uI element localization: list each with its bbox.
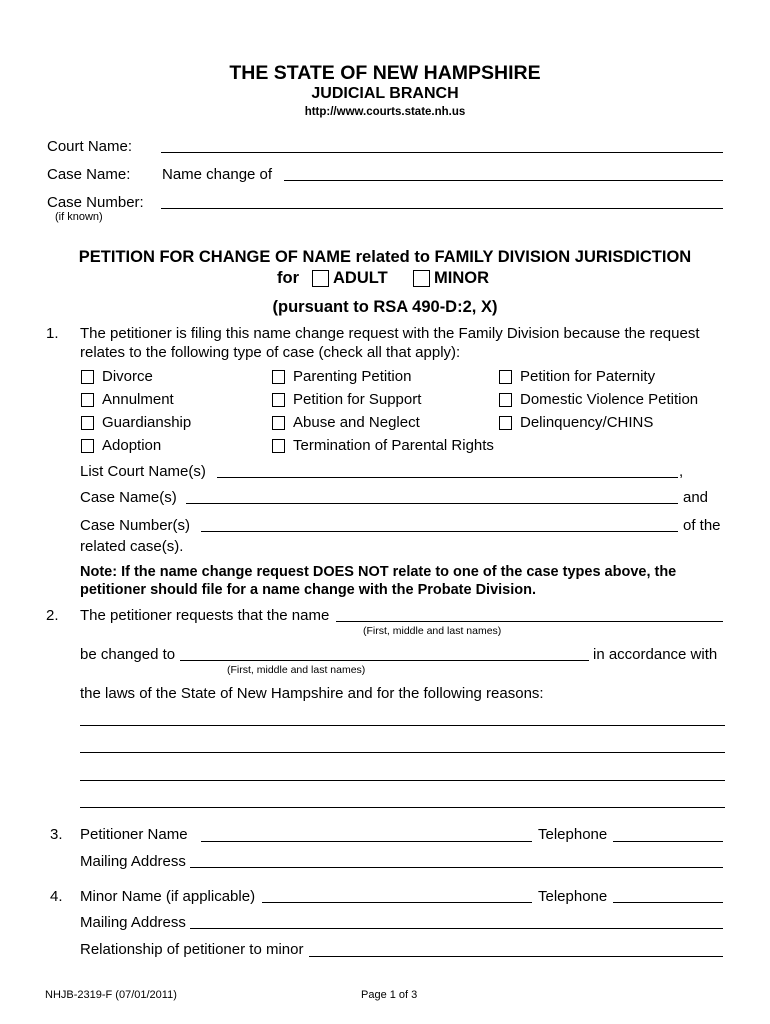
- guardianship-checkbox[interactable]: [81, 416, 94, 430]
- statute-reference: (pursuant to RSA 490-D:2, X): [272, 298, 498, 316]
- current-name-hint: (First, middle and last names): [363, 625, 502, 637]
- minor-label: MINOR: [434, 269, 489, 287]
- court-names-label: List Court Name(s): [80, 463, 206, 480]
- paternity-checkbox[interactable]: [499, 370, 512, 384]
- minor-mailing-label: Mailing Address: [80, 914, 186, 931]
- case-name-field[interactable]: [284, 180, 723, 181]
- termination-rights-label: Termination of Parental Rights: [293, 437, 494, 454]
- adult-label: ADULT: [333, 269, 388, 287]
- note-line-1: Note: If the name change request DOES NOT relate to one of the case types above, the: [80, 564, 677, 580]
- relationship-field[interactable]: [309, 956, 723, 957]
- reasons-line-2[interactable]: [80, 752, 725, 753]
- requests-text: The petitioner requests that the name: [80, 607, 330, 624]
- minor-name-field[interactable]: [262, 902, 532, 903]
- abuse-neglect-checkbox[interactable]: [272, 416, 285, 430]
- petitioner-mailing-field[interactable]: [190, 867, 723, 868]
- section-1-text-1: The petitioner is filing this name change request with the Family Division because the request: [80, 325, 700, 342]
- case-numbers-field[interactable]: [201, 531, 678, 532]
- annulment-label: Annulment: [102, 391, 174, 408]
- case-number-label: Case Number:: [47, 194, 144, 211]
- state-title: THE STATE OF NEW HAMPSHIRE: [229, 62, 541, 84]
- relationship-label: Relationship of petitioner to minor: [80, 941, 304, 958]
- termination-rights-checkbox[interactable]: [272, 439, 285, 453]
- abuse-neglect-label: Abuse and Neglect: [293, 414, 420, 431]
- section-3-number: 3.: [50, 826, 63, 843]
- minor-checkbox[interactable]: [413, 270, 430, 287]
- changed-to-label: be changed to: [80, 646, 176, 663]
- petitioner-name-field[interactable]: [201, 841, 532, 842]
- laws-text: the laws of the State of New Hampshire and for the following reasons:: [80, 685, 544, 702]
- reasons-line-1[interactable]: [80, 725, 725, 726]
- guardianship-label: Guardianship: [102, 414, 192, 431]
- petition-support-label: Petition for Support: [293, 391, 422, 408]
- petitioner-mailing-label: Mailing Address: [80, 853, 186, 870]
- page-number: Page 1 of 3: [361, 989, 418, 1001]
- petitioner-telephone-label: Telephone: [538, 826, 608, 843]
- related-cases-text: related case(s).: [80, 538, 184, 555]
- reasons-line-4[interactable]: [80, 807, 725, 808]
- petition-support-checkbox[interactable]: [272, 393, 285, 407]
- new-name-hint: (First, middle and last names): [227, 664, 366, 676]
- divorce-label: Divorce: [102, 368, 153, 385]
- branch-title: JUDICIAL BRANCH: [311, 85, 459, 102]
- case-numbers-suffix: of the: [683, 517, 721, 534]
- new-name-field[interactable]: [180, 660, 589, 661]
- minor-telephone-field[interactable]: [613, 902, 723, 903]
- reasons-line-3[interactable]: [80, 780, 725, 781]
- petitioner-name-label: Petitioner Name: [80, 826, 188, 843]
- current-name-field[interactable]: [336, 621, 723, 622]
- case-names-field[interactable]: [186, 503, 678, 504]
- court-names-field[interactable]: [217, 477, 678, 478]
- case-number-note: (if known): [55, 211, 103, 223]
- form-id: NHJB-2319-F (07/01/2011): [45, 989, 177, 1001]
- domestic-violence-checkbox[interactable]: [499, 393, 512, 407]
- section-2-number: 2.: [46, 607, 59, 624]
- divorce-checkbox[interactable]: [81, 370, 94, 384]
- case-numbers-label: Case Number(s): [80, 517, 191, 534]
- petition-title: PETITION FOR CHANGE OF NAME related to FAMILY DIVISION JURISDICTION: [78, 248, 692, 266]
- section-4-number: 4.: [50, 888, 63, 905]
- note-line-2: petitioner should file for a name change with the Probate Division.: [80, 582, 537, 598]
- domestic-violence-label: Domestic Violence Petition: [520, 391, 699, 408]
- court-name-field[interactable]: [161, 152, 723, 153]
- case-name-label: Case Name:: [47, 166, 131, 183]
- delinquency-checkbox[interactable]: [499, 416, 512, 430]
- case-names-label: Case Name(s): [80, 489, 177, 506]
- for-label: for: [277, 269, 299, 287]
- adult-checkbox[interactable]: [312, 270, 329, 287]
- minor-mailing-field[interactable]: [190, 928, 723, 929]
- case-names-suffix: and: [683, 489, 709, 506]
- delinquency-label: Delinquency/CHINS: [520, 414, 654, 431]
- minor-telephone-label: Telephone: [538, 888, 608, 905]
- minor-name-label: Minor Name (if applicable): [80, 888, 256, 905]
- case-name-prefix: Name change of: [162, 166, 273, 183]
- section-1-text-2: relates to the following type of case (check all that apply):: [80, 344, 461, 361]
- in-accordance-text: in accordance with: [593, 646, 718, 663]
- court-url: http://www.courts.state.nh.us: [304, 106, 466, 118]
- parenting-petition-label: Parenting Petition: [293, 368, 412, 385]
- court-name-label: Court Name:: [47, 138, 133, 155]
- case-number-field[interactable]: [161, 208, 723, 209]
- parenting-petition-checkbox[interactable]: [272, 370, 285, 384]
- section-1-number: 1.: [46, 325, 59, 342]
- paternity-label: Petition for Paternity: [520, 368, 656, 385]
- adoption-checkbox[interactable]: [81, 439, 94, 453]
- petitioner-telephone-field[interactable]: [613, 841, 723, 842]
- court-names-suffix: ,: [679, 463, 684, 480]
- adoption-label: Adoption: [102, 437, 162, 454]
- annulment-checkbox[interactable]: [81, 393, 94, 407]
